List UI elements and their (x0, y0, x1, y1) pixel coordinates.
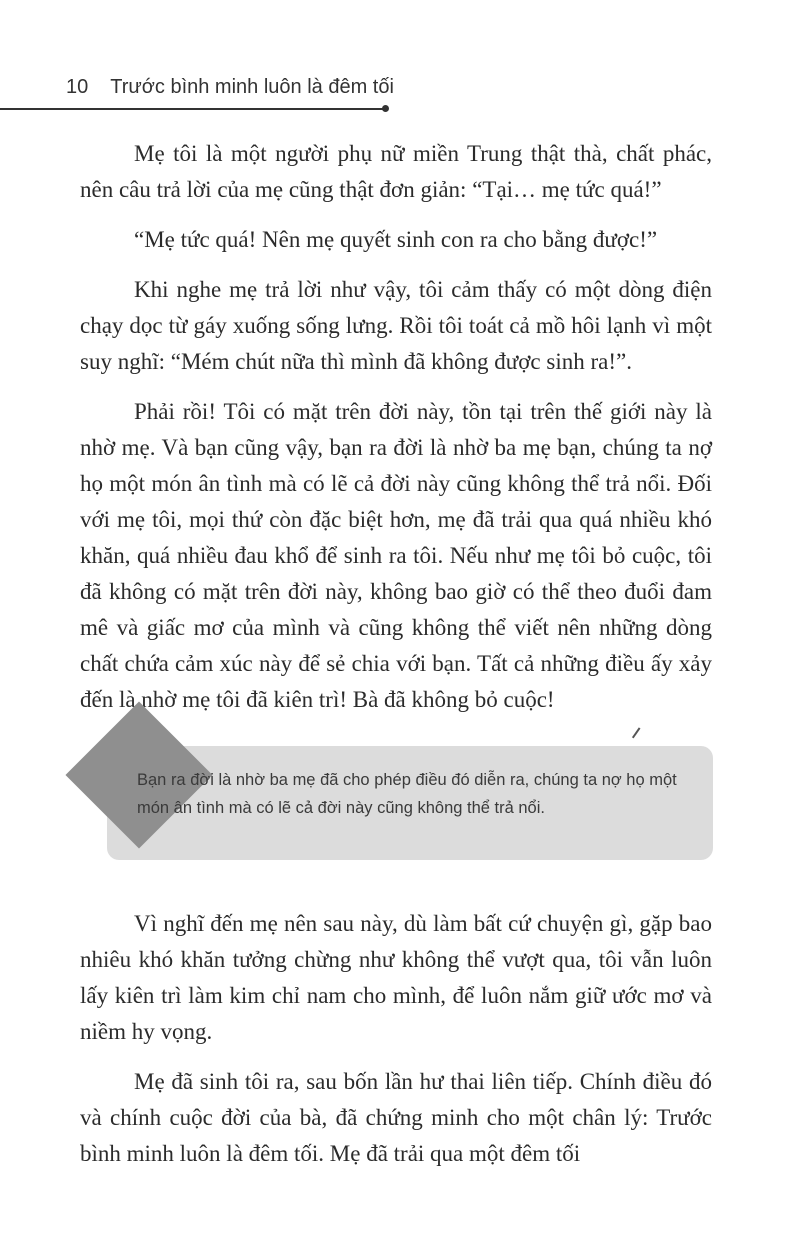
paragraph: Khi nghe mẹ trả lời như vậy, tôi cảm thấy có một dòng điện chạy dọc từ gáy xuống sống lưng. Rồi tôi toát cả mồ hôi lạnh vì một suy nghĩ: “Mém chút nữa thì mình đã không được sinh ra!”. (80, 277, 712, 374)
paragraph: Mẹ đã sinh tôi ra, sau bốn lần hư thai liên tiếp. Chính điều đó và chính cuộc đời của bà, đã chứng minh cho một chân lý: Trước bình minh luôn là đêm tối. Mẹ đã trải qua một đêm tối (80, 1069, 712, 1166)
running-header (66, 76, 394, 99)
page-number: 10 (66, 76, 89, 98)
body-text-top (80, 136, 712, 732)
header-rule-dot (382, 105, 389, 112)
paragraph: Phải rồi! Tôi có mặt trên đời này, tồn tại trên thế giới này là nhờ mẹ. Và bạn cũng vậy, bạn ra đời là nhờ ba mẹ bạn, chúng ta nợ họ một món ân tình mà có lẽ cả đời này cũng không thể trả nổi. Đối với mẹ tôi, mọi thứ còn đặc biệt hơn, mẹ đã trải qua quá nhiều khó khăn, quá nhiều đau khổ để sinh ra tôi. Nếu như mẹ tôi bỏ cuộc, tôi đã không có mặt trên đời này, không bao giờ có thể theo đuổi đam mê và giấc mơ của mình và cũng không thể viết nên những dòng chất chứa cảm xúc này để sẻ chia với bạn. Tất cả những điều ấy xảy đến là nhờ mẹ tôi đã kiên trì! Bà đã không bỏ cuộc! (80, 399, 712, 712)
header-rule (0, 108, 386, 110)
paragraph: Mẹ tôi là một người phụ nữ miền Trung thật thà, chất phác, nên câu trả lời của mẹ cũng thật đơn giản: “Tại… mẹ tức quá!” (80, 141, 712, 202)
body-text-bottom (80, 906, 712, 1186)
paragraph: Vì nghĩ đến mẹ nên sau này, dù làm bất cứ chuyện gì, gặp bao nhiêu khó khăn tưởng chừng như không thể vượt qua, tôi vẫn luôn lấy kiên trì làm kim chỉ nam cho mình, để luôn nắm giữ ước mơ và niềm hy vọng. (80, 911, 712, 1044)
running-title: Trước bình minh luôn là đêm tối (110, 76, 394, 98)
paragraph: “Mẹ tức quá! Nên mẹ quyết sinh con ra cho bằng được!” (134, 227, 658, 252)
quote-callout-text: Bạn ra đời là nhờ ba mẹ đã cho phép điều đó diễn ra, chúng ta nợ họ một món ân tình mà có lẽ cả đời này cũng không thể trả nổi. (137, 771, 677, 817)
